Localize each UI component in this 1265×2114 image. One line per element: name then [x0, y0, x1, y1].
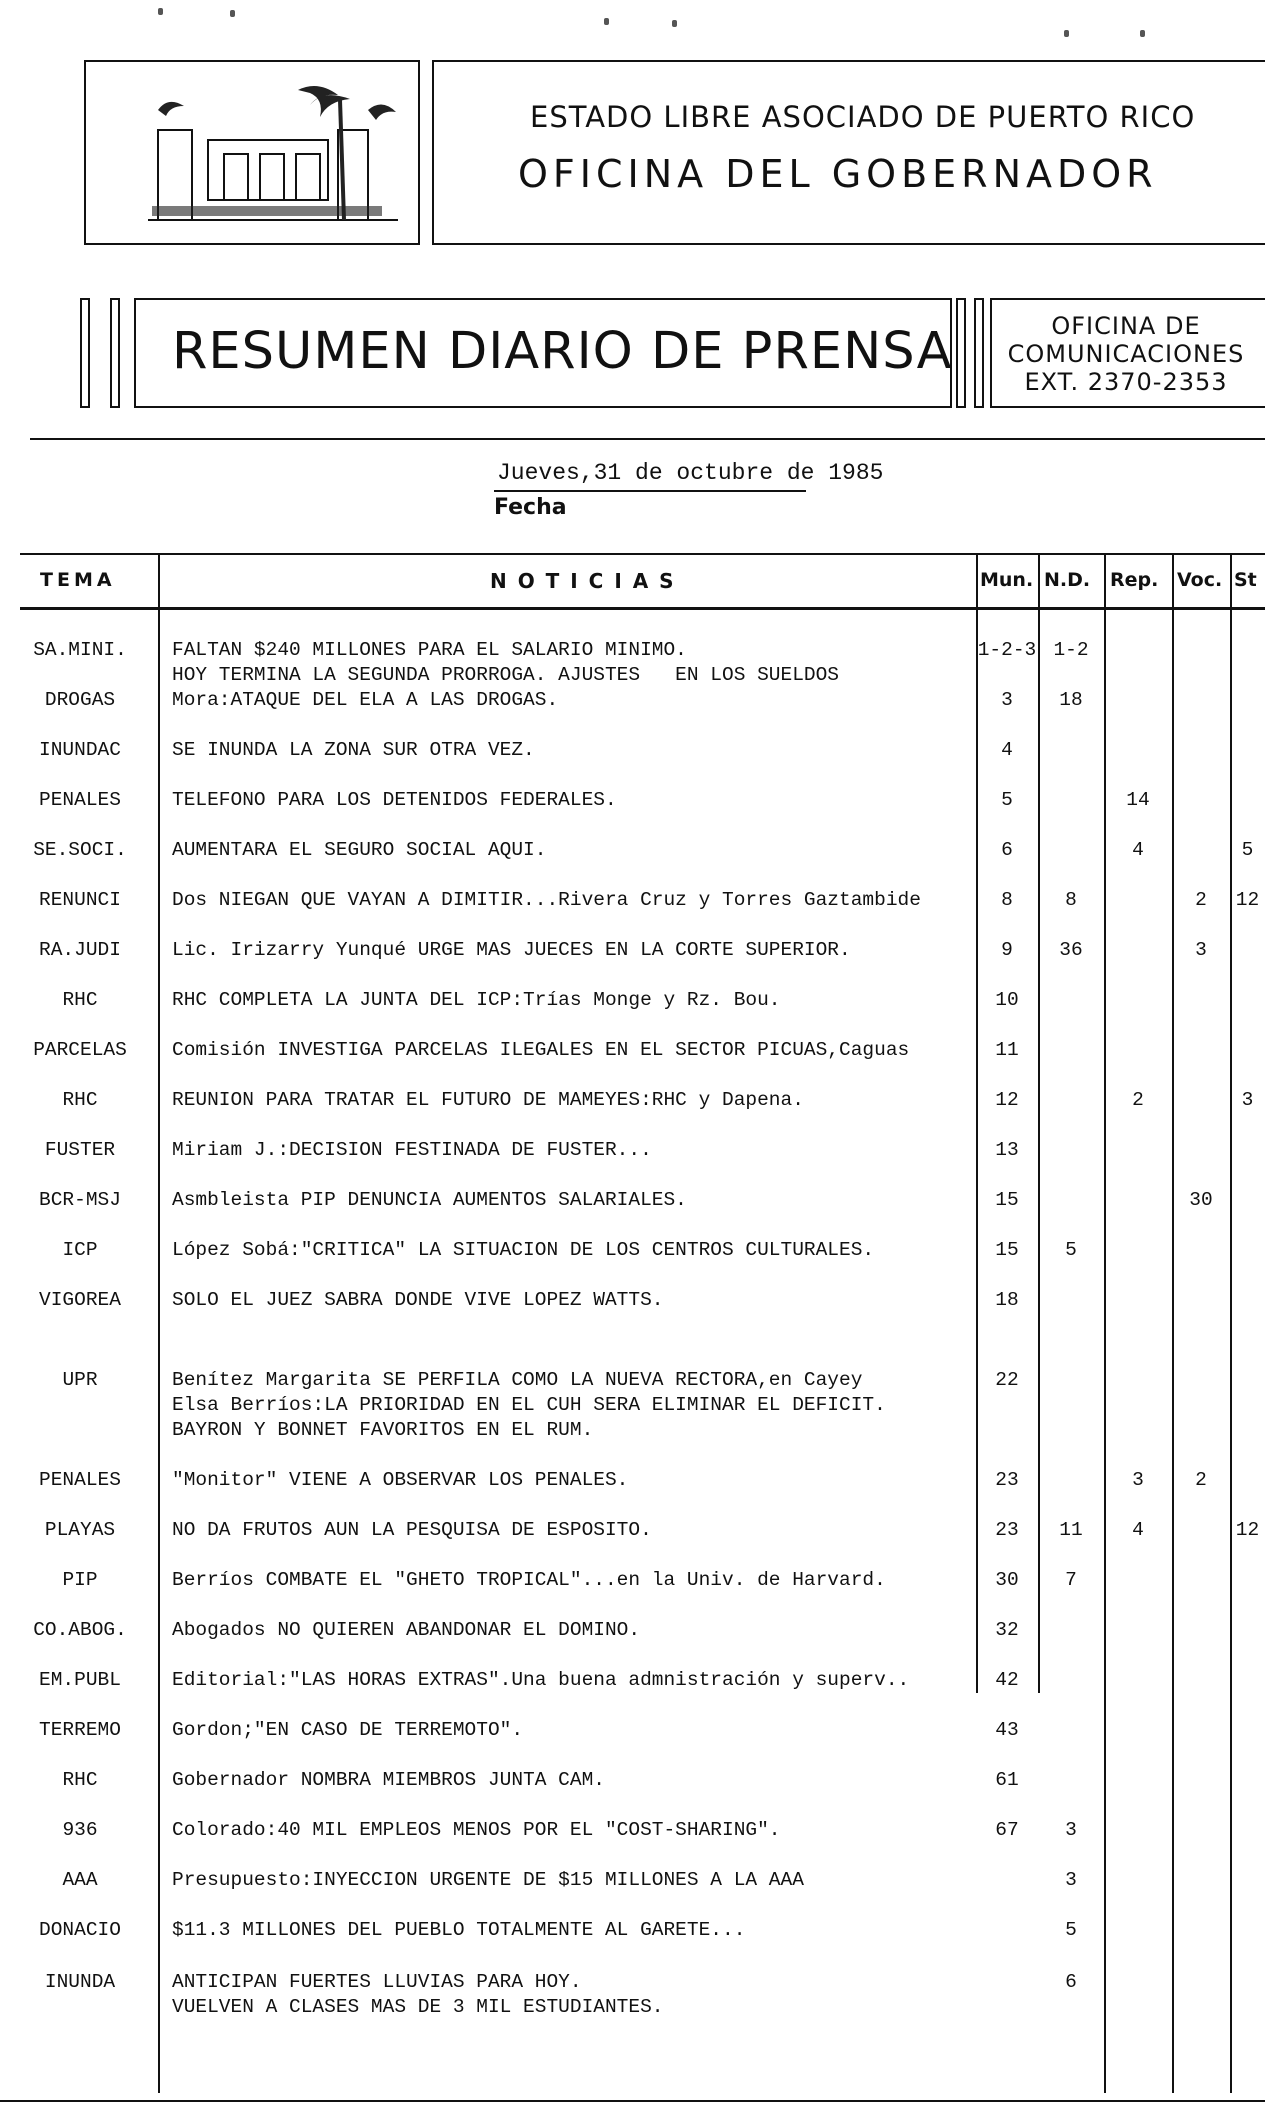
speck	[158, 8, 163, 15]
col-header-rep: Rep.	[1110, 569, 1159, 591]
row-noticia: Editorial:"LAS HORAS EXTRAS".Una buena admnistración y superv..	[172, 1669, 910, 1691]
row-mun: 5	[1001, 789, 1013, 811]
speck	[604, 18, 609, 25]
row-noticia: Abogados NO QUIEREN ABANDONAR EL DOMINO.	[172, 1619, 641, 1641]
row-st: 12	[1235, 1519, 1260, 1541]
row-nd: 7	[1065, 1569, 1077, 1591]
col-header-nd: N.D.	[1044, 569, 1091, 591]
row-mun: 22	[995, 1369, 1019, 1391]
row-mun: 30	[995, 1569, 1019, 1591]
row-noticia: $11.3 MILLONES DEL PUEBLO TOTALMENTE AL GARETE...	[172, 1919, 746, 1941]
row-st: 3	[1241, 1089, 1254, 1111]
row-noticia: REUNION PARA TRATAR EL FUTURO DE MAMEYES:RHC y Dapena.	[172, 1089, 804, 1111]
row-noticia: AUMENTARA EL SEGURO SOCIAL AQUI.	[172, 839, 547, 861]
col-header-noticias: N O T I C I A S	[490, 569, 676, 593]
row-nd: 18	[1059, 689, 1083, 711]
row-nd: 36	[1059, 939, 1083, 961]
row-mun: 9	[1001, 939, 1013, 961]
office-contact	[986, 312, 1265, 396]
row-mun: 12	[995, 1089, 1019, 1111]
row-noticia: Colorado:40 MIL EMPLEOS MENOS POR EL "COST-SHARING".	[172, 1819, 781, 1841]
divider	[30, 438, 1265, 440]
row-mun: 23	[995, 1469, 1019, 1491]
row-tema: PIP	[62, 1569, 98, 1591]
row-rep: 4	[1132, 839, 1144, 861]
date-value: Jueves,31 de octubre de 1985	[497, 460, 884, 486]
row-noticia: NO DA FRUTOS AUN LA PESQUISA DE ESPOSITO.	[172, 1519, 652, 1541]
page-bottom-rule	[0, 2100, 1265, 2102]
row-voc: 30	[1189, 1189, 1213, 1211]
table-top-rule	[20, 553, 1265, 555]
row-tema: CO.ABOG.	[33, 1619, 127, 1641]
row-nd: 5	[1065, 1919, 1077, 1941]
row-nd: 5	[1065, 1239, 1077, 1261]
row-noticia: Berríos COMBATE EL "GHETO TROPICAL"...en la Univ. de Harvard.	[172, 1569, 886, 1591]
row-mun: 18	[995, 1289, 1019, 1311]
row-tema: RHC	[62, 989, 98, 1011]
row-noticia: Asmbleista PIP DENUNCIA AUMENTOS SALARIALES.	[172, 1189, 687, 1211]
row-tema: INUNDA	[44, 1971, 116, 1993]
row-mun: 32	[995, 1619, 1019, 1641]
row-mun: 11	[995, 1039, 1019, 1061]
speck	[1140, 30, 1145, 37]
row-noticia: Miriam J.:DECISION FESTINADA DE FUSTER...	[172, 1139, 652, 1161]
row-tema: UPR	[62, 1369, 98, 1391]
row-voc: 3	[1195, 939, 1207, 961]
office-line: OFICINA DE	[1051, 312, 1201, 340]
row-tema: VIGOREA	[39, 1289, 121, 1311]
row-mun: 6	[1001, 839, 1013, 861]
row-rep: 14	[1126, 789, 1150, 811]
row-noticia: SE INUNDA LA ZONA SUR OTRA VEZ.	[172, 739, 535, 761]
row-tema: 936	[62, 1819, 98, 1841]
row-mun: 15	[995, 1239, 1019, 1261]
row-mun: 1-2-3	[977, 639, 1037, 661]
row-tema: SA.MINI.	[33, 639, 127, 661]
row-tema: RHC	[62, 1089, 98, 1111]
row-nd: 8	[1065, 889, 1077, 911]
header-state-name: ESTADO LIBRE ASOCIADO DE PUERTO RICO	[530, 100, 1196, 134]
speck	[672, 20, 677, 27]
row-mun: 13	[995, 1139, 1019, 1161]
row-noticia: "Monitor" VIENE A OBSERVAR LOS PENALES.	[172, 1469, 629, 1491]
row-mun: 10	[995, 989, 1019, 1011]
banner-bar	[956, 298, 966, 408]
col-header-mun: Mun.	[980, 569, 1034, 591]
row-nd: 1-2	[1053, 639, 1089, 661]
row-mun: 15	[995, 1189, 1019, 1211]
row-mun: 3	[1001, 689, 1013, 711]
row-mun: 4	[1001, 739, 1013, 761]
row-tema: RA.JUDI	[39, 939, 121, 961]
row-noticia: Benítez Margarita SE PERFILA COMO LA NUEVA RECTORA,en Cayey Elsa Berríos:LA PRIORIDAD EN EL CUH SERA ELIMINAR EL DEFICIT. BAYRON Y BONNET FAVORITOS EN EL RUM.	[172, 1369, 886, 1441]
office-line: EXT. 2370-2353	[1024, 368, 1228, 396]
row-mun: 61	[995, 1769, 1019, 1791]
col-rule	[1104, 553, 1106, 2093]
col-header-st: St	[1234, 569, 1257, 591]
table-header-rule	[20, 607, 1265, 610]
row-mun: 8	[1001, 889, 1013, 911]
row-tema: RHC	[62, 1769, 98, 1791]
header-office-name: OFICINA DEL GOBERNADOR	[518, 152, 1158, 196]
col-header-voc: Voc.	[1177, 569, 1223, 591]
row-noticia: SOLO EL JUEZ SABRA DONDE VIVE LOPEZ WATTS.	[172, 1289, 664, 1311]
row-nd: 3	[1065, 1819, 1077, 1841]
row-mun: 42	[995, 1669, 1019, 1691]
row-nd: 3	[1065, 1869, 1077, 1891]
row-tema: DONACIO	[39, 1919, 121, 1941]
col-rule	[1230, 553, 1232, 2093]
row-noticia: Comisión INVESTIGA PARCELAS ILEGALES EN EL SECTOR PICUAS,Caguas	[172, 1039, 910, 1061]
row-noticia: ANTICIPAN FUERTES LLUVIAS PARA HOY. VUELVEN A CLASES MAS DE 3 MIL ESTUDIANTES.	[172, 1971, 664, 2018]
row-st: 5	[1241, 839, 1254, 861]
banner-bar	[110, 298, 120, 408]
row-tema: RENUNCI	[39, 889, 121, 911]
row-tema: PENALES	[39, 789, 121, 811]
row-mun: 67	[995, 1819, 1019, 1841]
row-noticia: Gordon;"EN CASO DE TERREMOTO".	[172, 1719, 524, 1741]
row-noticia: López Sobá:"CRITICA" LA SITUACION DE LOS CENTROS CULTURALES.	[172, 1239, 875, 1261]
row-noticia: Mora:ATAQUE DEL ELA A LAS DROGAS.	[172, 689, 559, 711]
row-mun: 23	[995, 1519, 1019, 1541]
row-rep: 3	[1132, 1469, 1144, 1491]
row-tema: AAA	[62, 1869, 98, 1891]
row-tema: SE.SOCI.	[33, 839, 127, 861]
row-tema: BCR-MSJ	[39, 1189, 121, 1211]
row-st: 12	[1235, 889, 1260, 911]
row-tema: PENALES	[39, 1469, 121, 1491]
date-underline	[494, 490, 806, 492]
speck	[1064, 30, 1069, 37]
col-header-tema: TEMA	[40, 569, 116, 591]
row-mun: 43	[995, 1719, 1019, 1741]
page-title: RESUMEN DIARIO DE PRENSA	[172, 322, 953, 381]
row-nd: 6	[1065, 1971, 1077, 1993]
row-rep: 4	[1132, 1519, 1144, 1541]
row-noticia: FALTAN $240 MILLONES PARA EL SALARIO MINIMO. HOY TERMINA LA SEGUNDA PRORROGA. AJUSTES EN LOS SUELDOS	[172, 639, 840, 686]
office-line: COMUNICACIONES	[1007, 340, 1245, 368]
row-tema: ICP	[62, 1239, 98, 1261]
row-voc: 2	[1195, 889, 1207, 911]
row-tema: DROGAS	[44, 689, 116, 711]
row-nd: 11	[1059, 1519, 1083, 1541]
date-label: Fecha	[494, 495, 567, 520]
speck	[230, 10, 235, 17]
row-tema: TERREMO	[39, 1719, 121, 1741]
row-tema: EM.PUBL	[39, 1669, 121, 1691]
banner-bar	[974, 298, 984, 408]
row-noticia: Presupuesto:INYECCION URGENTE DE $15 MILLONES A LA AAA	[172, 1869, 804, 1891]
row-rep: 2	[1132, 1089, 1144, 1111]
row-noticia: Gobernador NOMBRA MIEMBROS JUNTA CAM.	[172, 1769, 605, 1791]
governor-mansion-emblem	[138, 70, 408, 230]
row-tema: PARCELAS	[33, 1039, 127, 1061]
row-tema: PLAYAS	[44, 1519, 116, 1541]
col-rule	[158, 553, 160, 2093]
col-rule	[1172, 553, 1174, 2093]
row-tema: INUNDAC	[39, 739, 121, 761]
row-voc: 2	[1195, 1469, 1207, 1491]
row-tema: FUSTER	[44, 1139, 116, 1161]
row-noticia: Lic. Irizarry Yunqué URGE MAS JUECES EN LA CORTE SUPERIOR.	[172, 939, 851, 961]
row-noticia: Dos NIEGAN QUE VAYAN A DIMITIR...Rivera Cruz y Torres Gaztambide	[172, 889, 921, 911]
row-noticia: RHC COMPLETA LA JUNTA DEL ICP:Trías Monge y Rz. Bou.	[172, 989, 781, 1011]
row-noticia: TELEFONO PARA LOS DETENIDOS FEDERALES.	[172, 789, 617, 811]
banner-bar	[80, 298, 90, 408]
